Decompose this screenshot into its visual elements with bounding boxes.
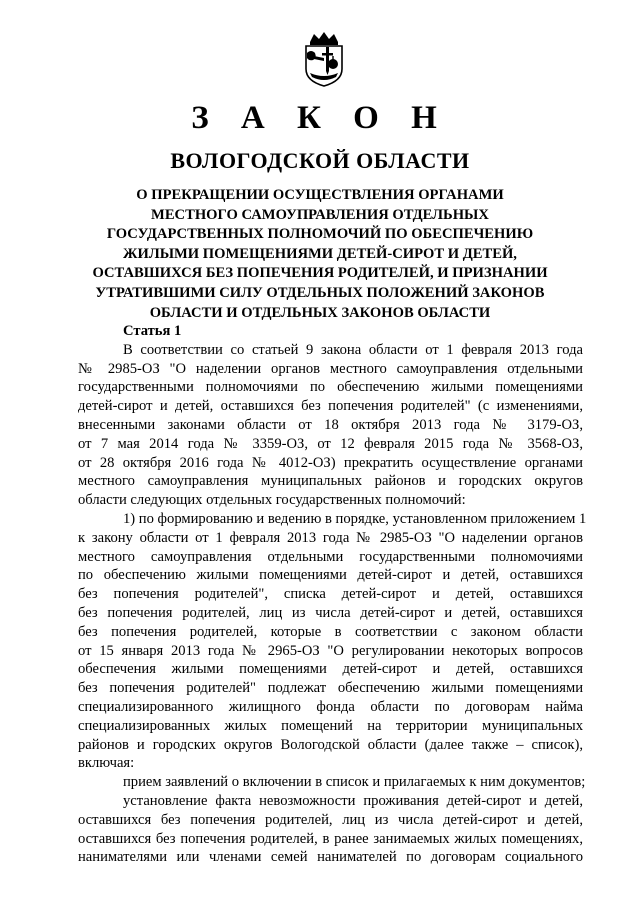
article-heading: Статья 1 bbox=[123, 323, 182, 339]
body-line: нанимателями или членами семей нанимателей по договорам социального bbox=[78, 849, 583, 866]
body-line: № 2985-ОЗ "О наделении органов местного самоуправления отдельными bbox=[78, 360, 583, 377]
body-line: оставшихся без попечения родителей, лиц из числа детей-сирот и детей, bbox=[78, 811, 583, 828]
body-line: области следующих отдельных государственных полномочий: bbox=[78, 492, 466, 509]
body-line: от 28 октября 2016 года № 4012-ОЗ) прекратить осуществление органами bbox=[78, 454, 583, 471]
body-line: установление факта невозможности проживания детей-сирот и детей, bbox=[123, 792, 583, 809]
subject-line: О ПРЕКРАЩЕНИИ ОСУЩЕСТВЛЕНИЯ ОРГАНАМИ bbox=[136, 187, 504, 203]
body-line: обеспечения жилыми помещениями детей-сирот и детей, оставшихся bbox=[78, 661, 583, 678]
body-line: специализированных жилых помещений на территории муниципальных bbox=[78, 717, 583, 734]
body-line: от 15 января 2013 года № 2965-ОЗ "О регулировании некоторых вопросов bbox=[78, 642, 583, 659]
body-line: по обеспечению жилыми помещениями детей-сирот и детей, оставшихся bbox=[78, 567, 583, 584]
body-line: от 7 мая 2014 года № 3359-ОЗ, от 12 февраля 2015 года № 3568-ОЗ, bbox=[78, 435, 583, 452]
body-line: специализированного жилищного фонда области по договорам найма bbox=[78, 698, 583, 715]
body-line: оставшихся без попечения родителей, в ранее занимаемых жилых помещениях, bbox=[78, 830, 583, 847]
body-line: без попечения родителей, которые в соответствии с законом области bbox=[78, 623, 583, 640]
body-line: местного самоуправления отдельными государственными полномочиями bbox=[78, 548, 583, 565]
body-line: прием заявлений о включении в список и прилагаемых к ним документов; bbox=[123, 774, 586, 791]
body-line: государственными полномочиями по обеспечению жилыми помещениями bbox=[78, 379, 583, 396]
body-line: В соответствии со статьей 9 закона области от 1 февраля 2013 года bbox=[123, 341, 583, 358]
body-line: местного самоуправления муниципальных районов и городских округов bbox=[78, 473, 583, 490]
body-line: без попечения родителей, лиц из числа детей-сирот и детей, оставшихся bbox=[78, 604, 583, 621]
subject-line: УТРАТИВШИМИ СИЛУ ОТДЕЛЬНЫХ ПОЛОЖЕНИЙ ЗАКОНОВ bbox=[95, 284, 545, 301]
document-region: ВОЛОГОДСКОЙ ОБЛАСТИ bbox=[170, 148, 470, 173]
article-body bbox=[78, 322, 587, 867]
body-line: внесенными законами области от 18 октября 2013 года № 3179-ОЗ, bbox=[78, 416, 583, 433]
body-line: 1) по формированию и ведению в порядке, установленном приложением 1 bbox=[123, 510, 587, 527]
subject-line: ОСТАВШИХСЯ БЕЗ ПОПЕЧЕНИЯ РОДИТЕЛЕЙ, И ПРИЗНАНИИ bbox=[92, 265, 548, 282]
document-title: З А К О Н bbox=[191, 100, 449, 136]
subject-line: ОБЛАСТИ И ОТДЕЛЬНЫХ ЗАКОНОВ ОБЛАСТИ bbox=[149, 304, 491, 321]
body-line: без попечения родителей", списка детей-сирот и детей, оставшихся bbox=[78, 586, 583, 603]
body-line: без попечения родителей" подлежат обеспечению жилыми помещениями bbox=[78, 680, 583, 697]
body-line: детей-сирот и детей, оставшихся без попечения родителей" (с изменениями, bbox=[78, 398, 583, 415]
body-line: включая: bbox=[78, 755, 135, 772]
body-line: районов и городских округов Вологодской области (далее также – список), bbox=[78, 736, 583, 753]
body-line: к закону области от 1 февраля 2013 года № 2985-ОЗ "О наделении органов bbox=[78, 529, 583, 546]
subject-line: МЕСТНОГО САМОУПРАВЛЕНИЯ ОТДЕЛЬНЫХ bbox=[151, 206, 489, 223]
subject-line: ЖИЛЫМИ ПОМЕЩЕНИЯМИ ДЕТЕЙ-СИРОТ И ДЕТЕЙ, bbox=[123, 245, 517, 262]
subject-line: ГОСУДАРСТВЕННЫХ ПОЛНОМОЧИЙ ПО ОБЕСПЕЧЕНИЮ bbox=[106, 226, 534, 243]
coat-of-arms-emblem bbox=[300, 31, 348, 87]
law-subject bbox=[90, 186, 550, 323]
